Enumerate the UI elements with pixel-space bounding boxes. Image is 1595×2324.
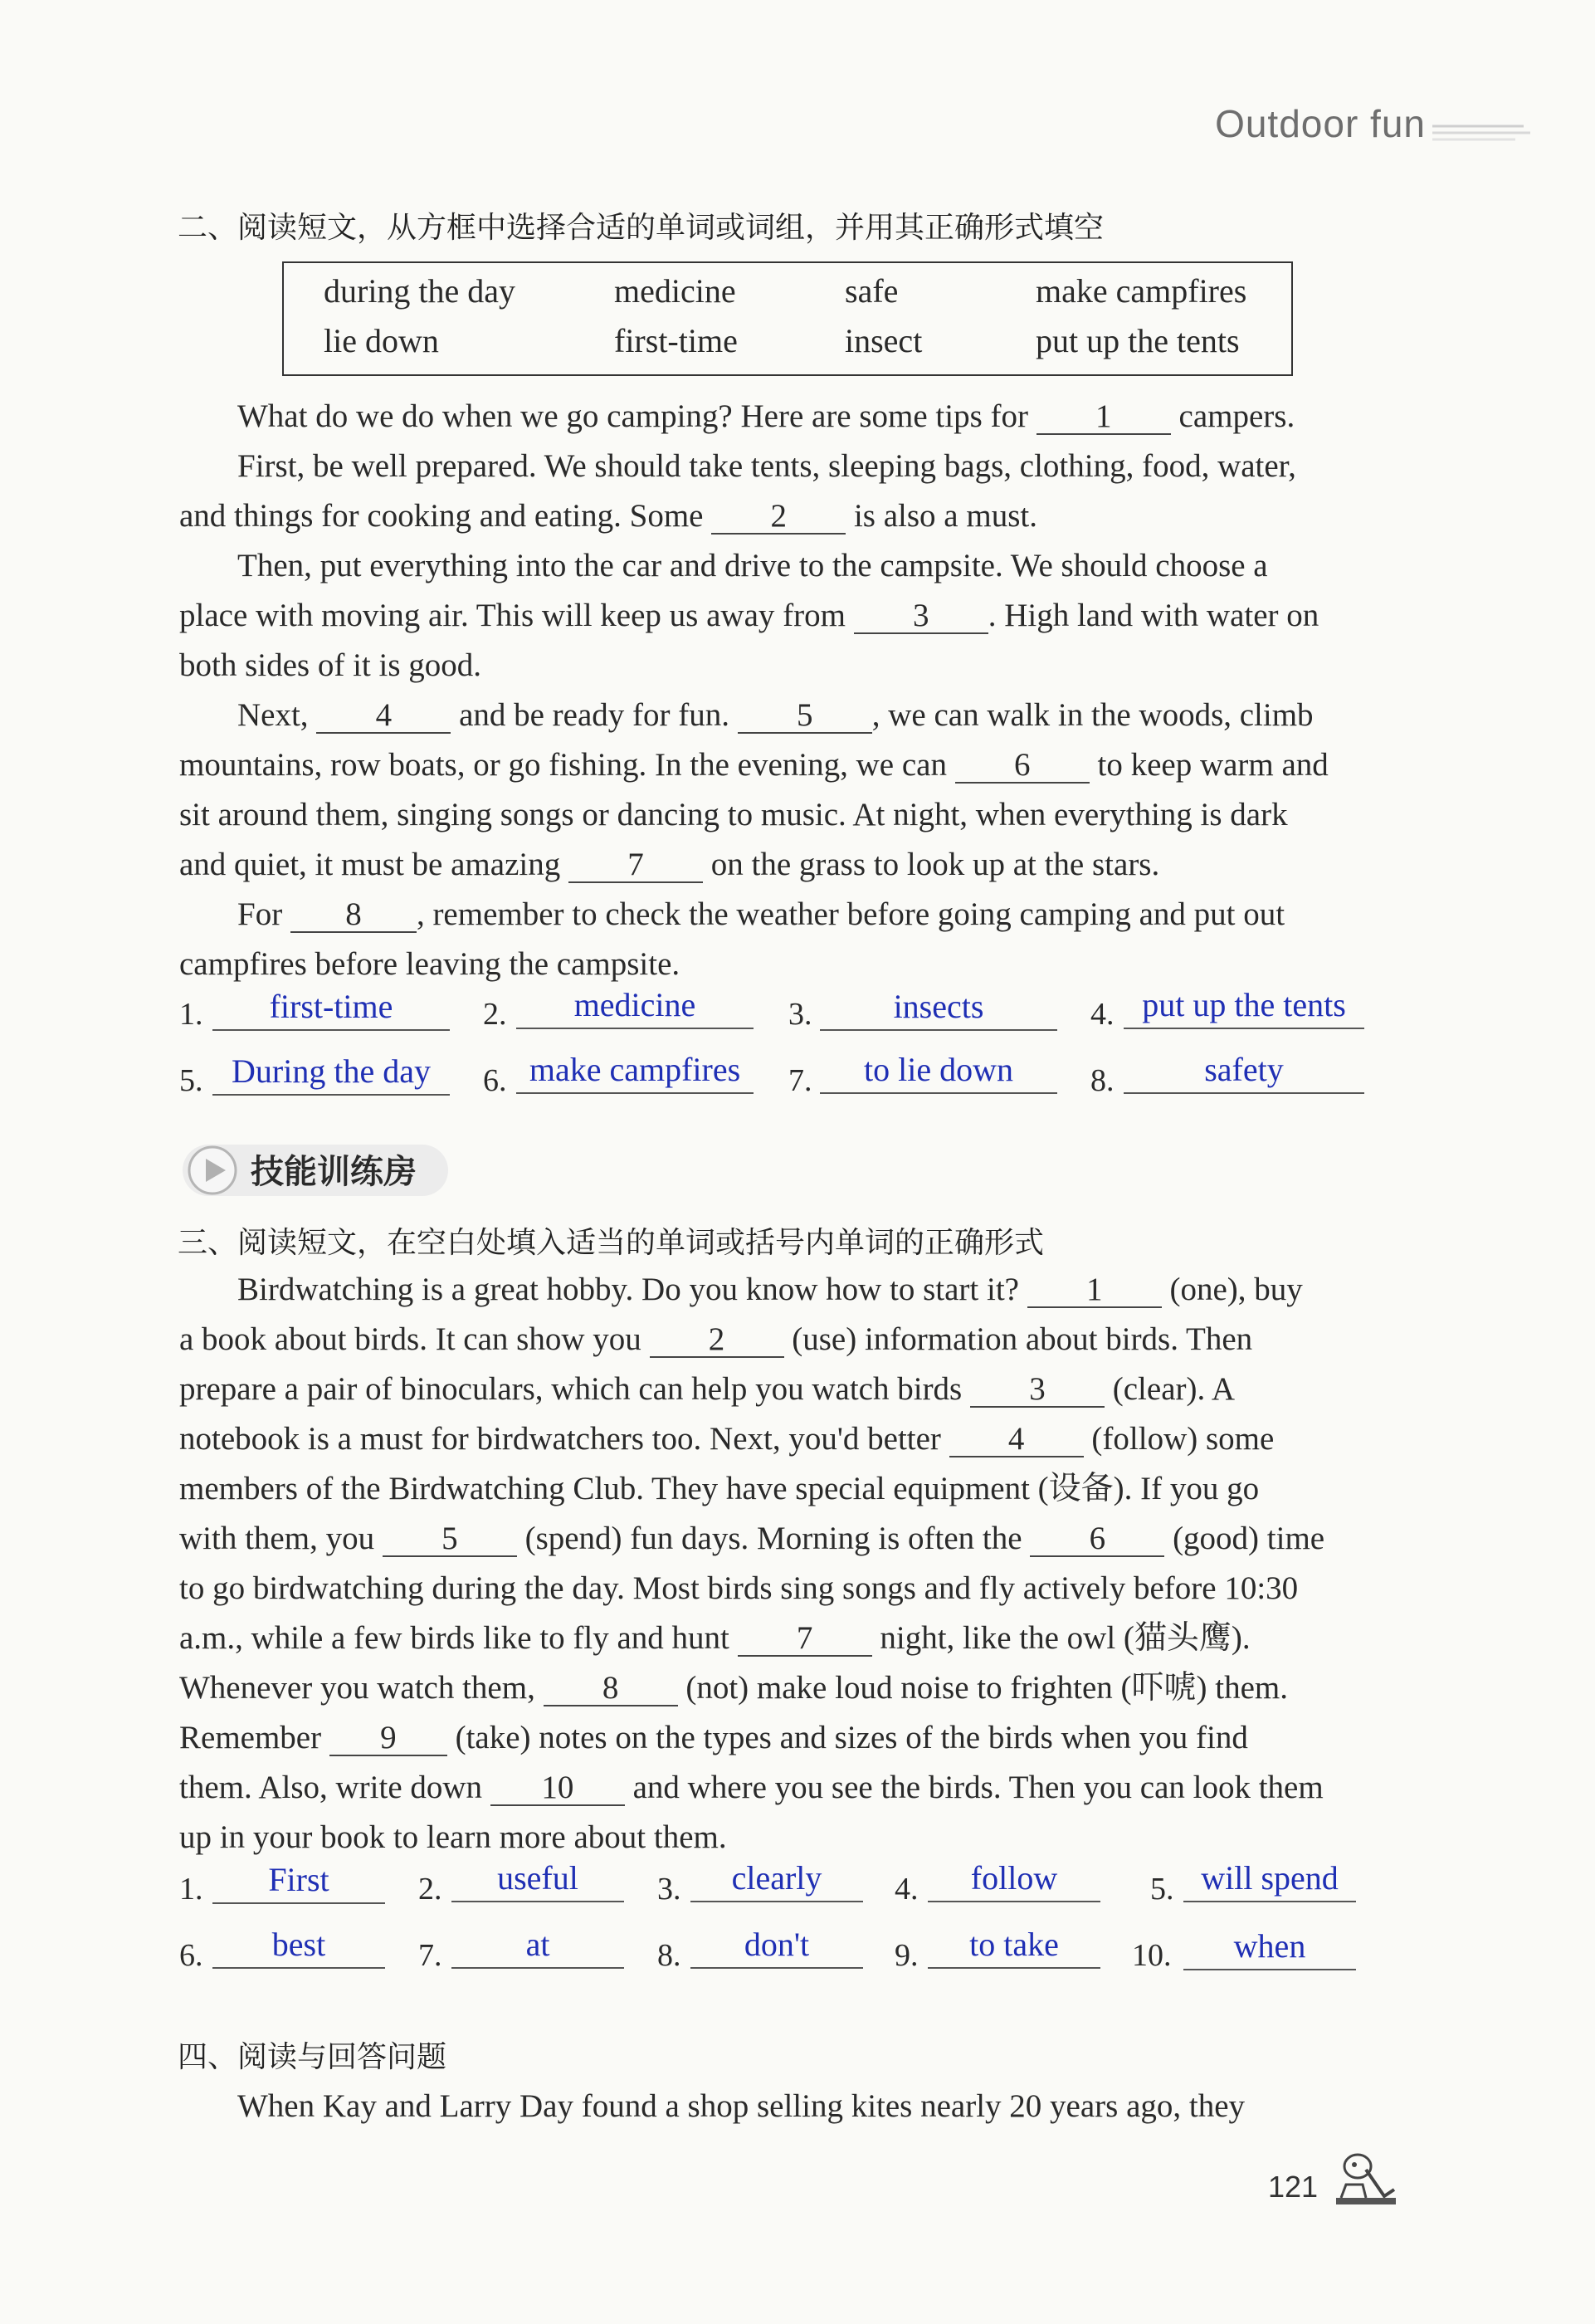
blank-8: 8 (544, 1672, 678, 1706)
passage-text: on the grass to look up at the stars. (710, 847, 1160, 882)
passage-text: up in your book to learn more about them. (179, 1819, 727, 1855)
answer-number: 7. (418, 1938, 442, 1973)
answer-number: 2. (483, 997, 507, 1032)
passage-text: Whenever you watch them, (179, 1670, 535, 1706)
answer-number: 6. (483, 1063, 507, 1098)
section-3-passage (179, 1265, 1399, 1863)
passage-text: and quiet, it must be amazing (179, 847, 561, 882)
answer-field[interactable]: make campfires (516, 1049, 754, 1094)
answer-number: 4. (895, 1872, 919, 1907)
answer-number: 1. (179, 1872, 203, 1907)
section-2-title: 二、阅读短文，从方框中选择合适的单词或词组，并用其正确形式填空 (178, 211, 1105, 245)
section-3-title: 三、阅读短文，在空白处填入适当的单词或括号内单词的正确形式 (178, 1226, 1045, 1260)
passage-text: is also a must. (853, 498, 1037, 534)
word-box-item: safe (845, 272, 899, 310)
answer-field[interactable]: when (1183, 1926, 1356, 1970)
passage-text: sit around them, singing songs or dancing to music. At night, when everything is dark (179, 797, 1288, 832)
passage-text: Then, put everything into the car and drive to the campsite. We should choose a (237, 548, 1268, 583)
passage-text: Next, (237, 697, 309, 733)
section-2-passage (179, 392, 1399, 989)
blank-10: 10 (490, 1771, 625, 1806)
answer-number: 7. (788, 1063, 812, 1098)
word-box-item: during the day (324, 272, 516, 310)
passage-text: , we can walk in the woods, climb (871, 697, 1314, 733)
passage-text: and be ready for fun. (459, 697, 730, 733)
blank-2: 2 (711, 500, 846, 535)
passage-text: (use) information about birds. Then (792, 1321, 1253, 1357)
blank-7: 7 (568, 848, 703, 883)
word-box-item: make campfires (1036, 272, 1247, 310)
answer-number: 9. (895, 1938, 919, 1973)
answer-field[interactable]: to lie down (820, 1049, 1057, 1094)
passage-text: mountains, row boats, or go fishing. In the evening, we can (179, 747, 947, 783)
answer-field[interactable]: safety (1124, 1049, 1364, 1094)
answer-number: 8. (1090, 1063, 1115, 1098)
blank-5: 5 (738, 699, 872, 734)
section-4-title: 四、阅读与回答问题 (178, 2040, 447, 2074)
unit-title: Outdoor fun (1215, 102, 1426, 145)
answer-field[interactable]: insects (820, 986, 1057, 1031)
answer-field[interactable]: don't (690, 1924, 863, 1969)
passage-text: them. Also, write down (179, 1770, 483, 1805)
answer-field[interactable]: will spend (1183, 1858, 1356, 1902)
blank-9: 9 (329, 1721, 447, 1756)
answer-number: 5. (179, 1063, 203, 1098)
blank-8: 8 (290, 898, 417, 933)
blank-4: 4 (316, 699, 451, 734)
passage-text: with them, you (179, 1521, 375, 1556)
answer-number: 5. (1150, 1872, 1174, 1907)
page-number: 121 (1268, 2170, 1319, 2204)
header-decoration-lines (1432, 123, 1532, 143)
word-box-item: insect (845, 322, 923, 359)
passage-text: Birdwatching is a great hobby. Do you know how to start it? (237, 1272, 1019, 1307)
answer-number: 4. (1090, 997, 1115, 1032)
answer-number: 10. (1132, 1938, 1172, 1973)
blank-4: 4 (949, 1423, 1084, 1457)
passage-text: prepare a pair of binoculars, which can help you watch birds (179, 1371, 963, 1407)
passage-text: a.m., while a few birds like to fly and hunt (179, 1620, 729, 1656)
passage-text: (take) notes on the types and sizes of the birds when you find (455, 1720, 1248, 1755)
answer-number: 6. (179, 1938, 203, 1973)
passage-text: First, be well prepared. We should take tents, sleeping bags, clothing, food, water, (237, 448, 1296, 484)
answer-field[interactable]: to take (928, 1924, 1100, 1969)
skill-label: 技能训练房 (251, 1153, 417, 1191)
answer-field[interactable]: best (212, 1924, 385, 1969)
blank-6: 6 (955, 749, 1090, 784)
mascot-icon (1329, 2146, 1401, 2213)
answer-number: 8. (657, 1938, 681, 1973)
passage-text: (good) time (1173, 1521, 1325, 1556)
answer-field[interactable]: useful (451, 1858, 624, 1902)
passage-text: and things for cooking and eating. Some (179, 498, 704, 534)
passage-text: (one), buy (1169, 1272, 1303, 1307)
word-box-item: medicine (614, 272, 736, 310)
passage-text: a book about birds. It can show you (179, 1321, 641, 1357)
answer-field[interactable]: First (212, 1859, 385, 1904)
blank-7: 7 (738, 1622, 872, 1657)
passage-text: notebook is a must for birdwatchers too. Next, you'd better (179, 1421, 941, 1457)
passage-text: For (237, 896, 283, 932)
blank-3: 3 (854, 599, 988, 634)
section-4-passage (179, 2082, 1399, 2131)
word-box (282, 261, 1293, 376)
answer-field[interactable]: put up the tents (1124, 984, 1364, 1029)
passage-text: to keep warm and (1097, 747, 1329, 783)
passage-text: (spend) fun days. Morning is often the (524, 1521, 1022, 1556)
word-box-item: lie down (324, 322, 439, 359)
blank-5: 5 (383, 1522, 517, 1557)
passage-text: When Kay and Larry Day found a shop selling kites nearly 20 years ago, they (237, 2088, 1246, 2124)
word-box-item: put up the tents (1036, 322, 1240, 359)
passage-text: both sides of it is good. (179, 647, 482, 683)
blank-3: 3 (970, 1373, 1105, 1408)
answer-number: 3. (657, 1872, 681, 1907)
passage-text: to go birdwatching during the day. Most birds sing songs and fly actively before 10:30 (179, 1570, 1299, 1606)
passage-text: and where you see the birds. Then you can look them (632, 1770, 1324, 1805)
answer-field[interactable]: medicine (516, 984, 754, 1029)
answer-field[interactable]: at (451, 1924, 624, 1969)
passage-text: What do we do when we go camping? Here are some tips for (237, 398, 1029, 434)
passage-text: , remember to check the weather before going camping and put out (416, 896, 1285, 932)
answer-field[interactable]: first-time (212, 986, 450, 1031)
answer-field[interactable]: clearly (690, 1858, 863, 1902)
passage-text: Remember (179, 1720, 322, 1755)
answer-number: 2. (418, 1872, 442, 1907)
answer-field[interactable]: follow (928, 1858, 1100, 1902)
passage-text: (clear). A (1112, 1371, 1235, 1407)
word-box-item: first-time (614, 322, 738, 359)
passage-text: place with moving air. This will keep us away from (179, 598, 846, 633)
blank-1: 1 (1027, 1273, 1162, 1308)
passage-text: night, like the owl (猫头鹰). (880, 1620, 1251, 1656)
passage-text: campers. (1178, 398, 1295, 434)
passage-text: campfires before leaving the campsite. (179, 946, 680, 982)
blank-1: 1 (1037, 400, 1171, 435)
passage-text: (follow) some (1091, 1421, 1275, 1457)
answer-number: 3. (788, 997, 812, 1032)
blank-2: 2 (650, 1323, 784, 1358)
passage-text: . High land with water on (988, 598, 1319, 633)
passage-text: (not) make loud noise to frighten (吓唬) them. (685, 1670, 1289, 1706)
passage-text: members of the Birdwatching Club. They have special equipment (设备). If you go (179, 1471, 1260, 1506)
answer-field[interactable]: During the day (212, 1051, 450, 1096)
blank-6: 6 (1030, 1522, 1164, 1557)
answer-number: 1. (179, 997, 203, 1032)
